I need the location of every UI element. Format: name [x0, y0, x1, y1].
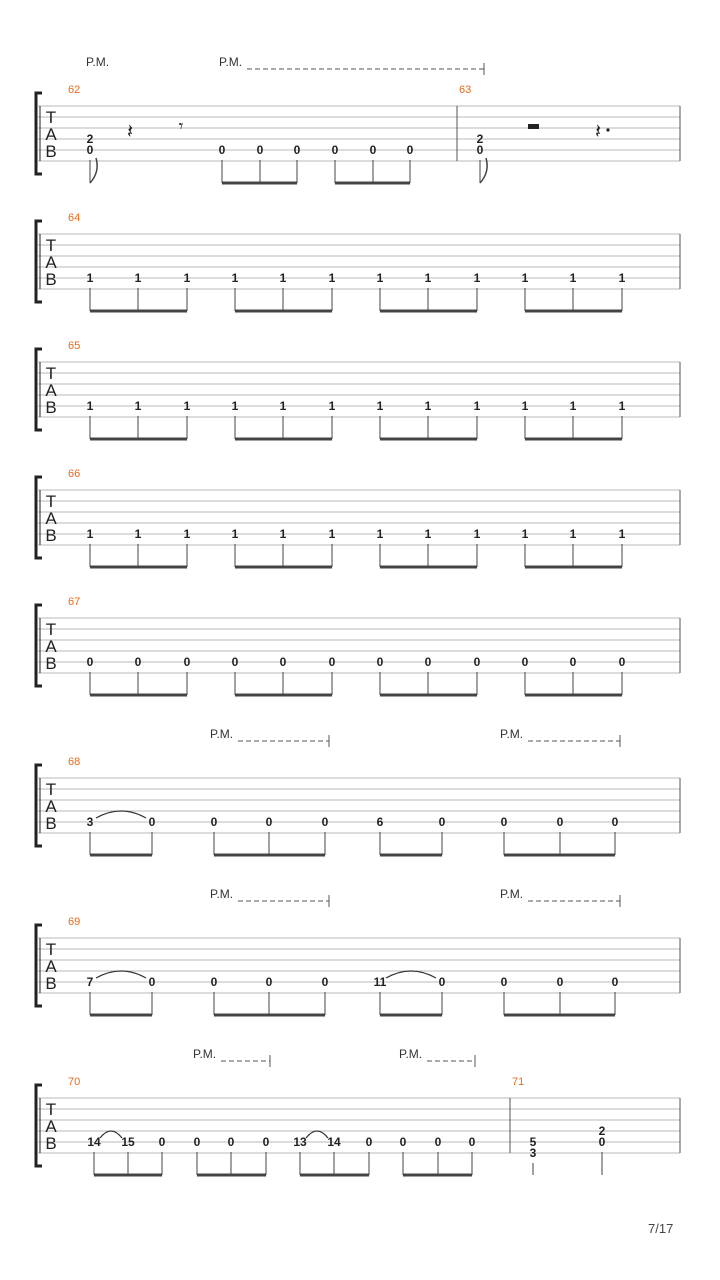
fret-number: 0: [500, 815, 508, 829]
tab-clef-letter: T: [45, 940, 57, 959]
fret-number: 0: [321, 815, 329, 829]
fret-number: 6: [376, 815, 384, 829]
fret-number: 1: [618, 271, 626, 285]
tie-arc: [306, 1131, 328, 1138]
tab-clef-letter: T: [45, 1100, 57, 1119]
fret-number: 0: [148, 815, 156, 829]
palm-mute-label: P.M.: [210, 887, 234, 901]
fret-number: 1: [134, 271, 142, 285]
fret-number: 1: [279, 271, 287, 285]
fret-number: 0: [476, 143, 484, 157]
fret-number: 0: [569, 655, 577, 669]
tab-clef-letter: B: [45, 270, 57, 289]
fret-number: 0: [365, 1135, 373, 1149]
tab-clef-letter: T: [45, 780, 57, 799]
fret-number: 1: [183, 527, 191, 541]
tab-clef-letter: T: [45, 108, 57, 127]
fret-number: 14: [327, 1135, 341, 1149]
system-bracket: [36, 93, 42, 174]
half-rest: [528, 124, 539, 129]
fret-number: 1: [521, 527, 529, 541]
fret-number: 0: [231, 655, 239, 669]
system-bracket: [36, 1085, 42, 1166]
fret-number: 1: [424, 399, 432, 413]
dotted-quarter-rest: 𝄽: [594, 119, 602, 143]
fret-number: 14: [87, 1135, 101, 1149]
fret-number: 7: [86, 975, 94, 989]
fret-number: 1: [473, 527, 481, 541]
tab-clef-letter: A: [45, 125, 57, 144]
fret-number: 0: [210, 815, 218, 829]
fret-number: 1: [134, 399, 142, 413]
eighth-rest: 𝄾: [178, 116, 184, 137]
fret-number: 0: [556, 975, 564, 989]
measure-number: 70: [68, 1076, 81, 1088]
fret-number: 3: [86, 815, 94, 829]
palm-mute-label: P.M.: [500, 887, 524, 901]
palm-mute-label: P.M.: [399, 1047, 423, 1061]
fret-number: 0: [438, 815, 446, 829]
measure-number: 69: [68, 916, 81, 928]
tab-clef-letter: B: [45, 142, 57, 161]
system-bracket: [36, 605, 42, 686]
note-flag: [90, 158, 97, 183]
fret-number: 0: [473, 655, 481, 669]
fret-number: 1: [569, 399, 577, 413]
fret-number: 1: [424, 527, 432, 541]
fret-number: 2: [598, 1124, 606, 1138]
fret-number: 1: [231, 527, 239, 541]
fret-number: 1: [376, 527, 384, 541]
system-bracket: [36, 925, 42, 1006]
fret-number: 0: [438, 975, 446, 989]
palm-mute-label: P.M.: [193, 1047, 217, 1061]
fret-number: 0: [399, 1135, 407, 1149]
fret-number: 11: [373, 975, 387, 989]
measure-number: 62: [68, 84, 81, 96]
fret-number: 0: [262, 1135, 270, 1149]
fret-number: 1: [86, 527, 94, 541]
tie-arc: [96, 971, 146, 978]
fret-number: 1: [328, 399, 336, 413]
system-bracket: [36, 349, 42, 430]
fret-number: 1: [473, 271, 481, 285]
fret-number: 1: [231, 271, 239, 285]
fret-number: 0: [86, 143, 94, 157]
rest-dot: [606, 128, 609, 131]
fret-number: 0: [424, 655, 432, 669]
fret-number: 0: [265, 975, 273, 989]
measure-number: 63: [459, 84, 472, 96]
tab-clef-letter: B: [45, 654, 57, 673]
fret-number: 1: [376, 271, 384, 285]
fret-number: 1: [231, 399, 239, 413]
fret-number: 5: [529, 1135, 537, 1149]
fret-number: 1: [279, 399, 287, 413]
fret-number: 1: [569, 271, 577, 285]
fret-number: 0: [321, 975, 329, 989]
fret-number: 1: [183, 399, 191, 413]
tab-clef-letter: A: [45, 797, 57, 816]
fret-number: 1: [569, 527, 577, 541]
tab-clef-letter: B: [45, 398, 57, 417]
fret-number: 0: [500, 975, 508, 989]
tab-clef-letter: A: [45, 253, 57, 272]
tab-clef-letter: B: [45, 526, 57, 545]
palm-mute-label: P.M.: [210, 727, 234, 741]
tab-clef-letter: T: [45, 364, 57, 383]
fret-number: 1: [376, 399, 384, 413]
fret-number: 0: [331, 143, 339, 157]
tab-clef-letter: T: [45, 492, 57, 511]
fret-number: 0: [134, 655, 142, 669]
fret-number: 0: [556, 815, 564, 829]
tab-clef-letter: A: [45, 957, 57, 976]
fret-number: 0: [376, 655, 384, 669]
fret-number: 2: [476, 132, 484, 146]
fret-number: 0: [406, 143, 414, 157]
fret-number: 2: [86, 132, 94, 146]
fret-number: 1: [424, 271, 432, 285]
fret-number: 0: [193, 1135, 201, 1149]
measure-number: 71: [512, 1076, 525, 1088]
fret-number: 1: [521, 271, 529, 285]
fret-number: 0: [265, 815, 273, 829]
fret-number: 0: [611, 815, 619, 829]
tab-clef-letter: B: [45, 1134, 57, 1153]
page-number: 7/17: [648, 1221, 674, 1236]
palm-mute-label: P.M.: [86, 55, 110, 69]
fret-number: 0: [210, 975, 218, 989]
fret-number: 0: [86, 655, 94, 669]
note-flag: [480, 158, 487, 183]
system-bracket: [36, 477, 42, 558]
fret-number: 0: [183, 655, 191, 669]
fret-number: 0: [148, 975, 156, 989]
fret-number: 1: [618, 527, 626, 541]
fret-number: 1: [183, 271, 191, 285]
fret-number: 0: [158, 1135, 166, 1149]
tab-clef-letter: B: [45, 974, 57, 993]
tab-clef-letter: A: [45, 637, 57, 656]
tie-arc: [386, 971, 436, 978]
tab-clef-letter: A: [45, 381, 57, 400]
fret-number: 1: [279, 527, 287, 541]
fret-number: 1: [473, 399, 481, 413]
fret-number: 15: [121, 1135, 135, 1149]
tab-clef-letter: A: [45, 1117, 57, 1136]
fret-number: 0: [369, 143, 377, 157]
fret-number: 0: [279, 655, 287, 669]
tab-clef-letter: B: [45, 814, 57, 833]
palm-mute-label: P.M.: [219, 55, 243, 69]
fret-number: 1: [328, 527, 336, 541]
fret-number: 1: [134, 527, 142, 541]
system-bracket: [36, 765, 42, 846]
fret-number: 0: [468, 1135, 476, 1149]
measure-number: 65: [68, 340, 81, 352]
tie-arc: [100, 1131, 122, 1138]
fret-number: 0: [598, 1135, 606, 1149]
fret-number: 0: [227, 1135, 235, 1149]
measure-number: 68: [68, 756, 81, 768]
fret-number: 0: [256, 143, 264, 157]
fret-number: 1: [328, 271, 336, 285]
fret-number: 1: [86, 271, 94, 285]
tie-arc: [96, 811, 146, 818]
measure-number: 64: [68, 212, 81, 224]
fret-number: 0: [434, 1135, 442, 1149]
measure-number: 67: [68, 596, 81, 608]
fret-number: 0: [618, 655, 626, 669]
measure-number: 66: [68, 468, 81, 480]
fret-number: 0: [611, 975, 619, 989]
system-bracket: [36, 221, 42, 302]
fret-number: 3: [529, 1146, 537, 1160]
fret-number: 0: [293, 143, 301, 157]
fret-number: 13: [293, 1135, 307, 1149]
palm-mute-label: P.M.: [500, 727, 524, 741]
fret-number: 0: [521, 655, 529, 669]
fret-number: 0: [218, 143, 226, 157]
quarter-rest: 𝄽: [126, 119, 134, 143]
tab-clef-letter: A: [45, 509, 57, 528]
tab-clef-letter: T: [45, 236, 57, 255]
fret-number: 1: [86, 399, 94, 413]
fret-number: 1: [618, 399, 626, 413]
fret-number: 0: [328, 655, 336, 669]
tab-clef-letter: T: [45, 620, 57, 639]
fret-number: 1: [521, 399, 529, 413]
